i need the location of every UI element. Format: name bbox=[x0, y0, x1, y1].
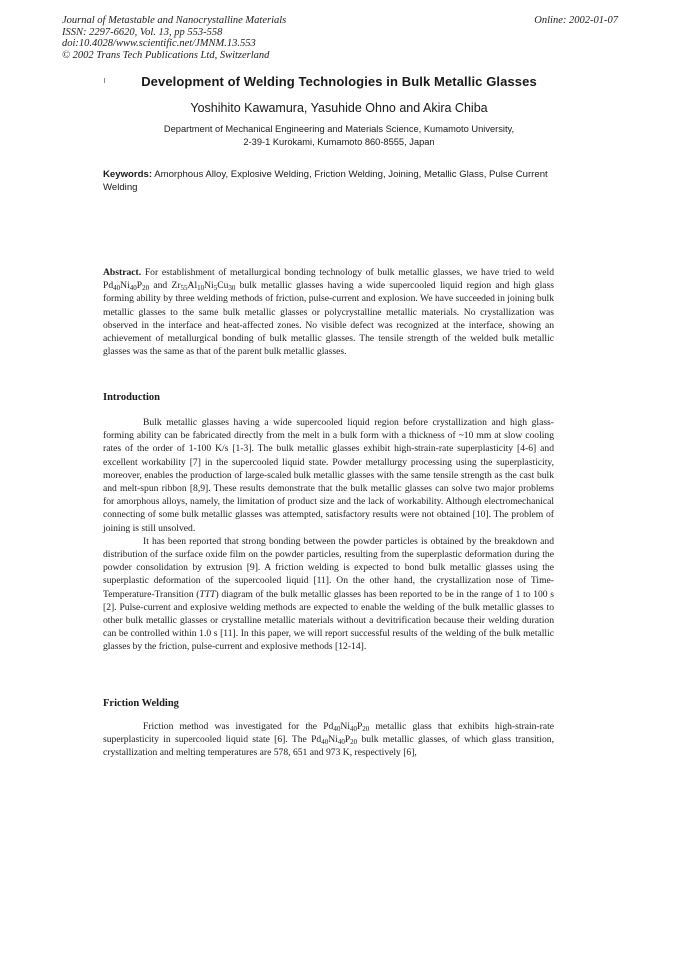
introduction-paragraph-1: Bulk metallic glasses having a wide supercooled liquid region before crystallization and high glass-forming ability can be fabricated directly from the melt in a bulk form with a thickness of ~10 mm at slow cooling rates of the order of 1-100 K/s [1-3]. The bulk metallic glasses exhibit high-strain-rate superplasticity [4-6] and excellent workability [7] in the supercooled liquid state. Powder metallurgy processing using the superplasticity, moreover, enables the production of large-scaled bulk metallic glasses with the same tensile strength as the cast bulk and melt-spun ribbon [8,9]. These results demonstrate that the bulk metallic glasses can solve two major problems for amorphous alloys, namely, the limitation of product size and the lack of workability. Although electromechanical connecting of some bulk metallic glasses was attempted, satisfactory results were not obtained [10]. The problem of joining is still unsolved. bbox=[103, 417, 554, 534]
paper-authors: Yoshihito Kawamura, Yasuhide Ohno and Akira Chiba bbox=[190, 101, 488, 115]
journal-issn: ISSN: 2297-6620, Vol. 13, pp 553-558 bbox=[62, 26, 223, 38]
affiliation bbox=[0, 123, 678, 148]
keywords-text: Amorphous Alloy, Explosive Welding, Friction Welding, Joining, Metallic Glass, Pulse Current Welding bbox=[103, 169, 548, 193]
journal-name: Journal of Metastable and Nanocrystalline Materials bbox=[62, 15, 287, 26]
affiliation-line-2: 2-39-1 Kurokami, Kumamoto 860-8555, Japan bbox=[243, 136, 435, 147]
friction-welding-body bbox=[103, 720, 554, 760]
friction-welding-heading: Friction Welding bbox=[103, 698, 179, 709]
keywords-label: Keywords: bbox=[103, 169, 153, 180]
alloy-formula-zr: $Zr_{55}Al_{10}Ni_5Cu_{30}$ bbox=[171, 280, 236, 293]
abstract-label: Abstract. bbox=[103, 267, 142, 278]
alloy-formula-pd-2: $Pd_{40}Ni_{40}P_{20}$ bbox=[323, 721, 370, 733]
abstract-text-2: and bbox=[149, 280, 172, 292]
journal-copyright: © 2002 Trans Tech Publications Ltd, Switzerland bbox=[62, 49, 270, 61]
abstract bbox=[103, 266, 554, 358]
online-date: Online: 2002-01-07 bbox=[534, 15, 618, 26]
journal-header bbox=[62, 15, 286, 61]
introduction-body bbox=[103, 416, 554, 654]
keywords bbox=[103, 168, 553, 194]
abstract-text-1: For establishment of metallurgical bonding technology of bulk metallic glasses, we have tried to weld bbox=[141, 267, 554, 278]
introduction-heading: Introduction bbox=[103, 392, 160, 403]
affiliation-line-1: Department of Mechanical Engineering and Materials Science, Kumamoto University, bbox=[163, 124, 515, 134]
abstract-text-3: bulk metallic glasses having a wide supercooled liquid region and high glass forming ability by three welding methods of friction, pulse-current and explosion. We have succeeded in joining bulk metallic glasses to the same bulk metallic glasses or polycrystalline metallic materials. No crystallization was observed in the interface and heat-affected zones. No visible defect was recognized at the interface, showing an achievement of metallurgical bonding of bulk metallic glasses. The tensile strength of the welded bulk metallic glasses was the same as that of the parent bulk metallic glasses. bbox=[103, 280, 554, 358]
paper-title: Development of Welding Technologies in Bulk Metallic Glasses bbox=[141, 74, 537, 89]
alloy-formula-pd: $Pd_{40}Ni_{40}P_{20}$ bbox=[103, 280, 150, 293]
friction-paragraph-1: Friction method was investigated for the $Pd_{40}Ni_{40}P_{20}$ metallic glass that exhibits high-strain-rate superplasticity in supercooled liquid state [6]. The $Pd_{40}Ni_{40}P_{20}$ bulk metallic glasses, of which glass transition, crystallization and melting temperatures are 578, 651 and 973 K, respectively [6], bbox=[103, 721, 555, 759]
journal-doi[interactable]: doi:10.4028/www.scientific.net/JMNM.13.553 bbox=[62, 38, 256, 49]
introduction-paragraph-2: It has been reported that strong bonding between the powder particles is obtained by the breakdown and distribution of the surface oxide film on the powder particles, resulting from the superplastic deformation during the powder consolidation by extrusion [9]. A friction welding is expected to bond bulk metallic glasses using the superplastic deformation of the supercooled liquid [11]. On the other hand, the crystallization nose of Time-Temperature-Transition (TTT) diagram of the bulk metallic glasses has been reported to be in the range of 1 to 100 s [2]. Pulse-current and explosive welding methods are expected to enable the welding of the bulk metallic glasses to other bulk metallic glasses or crystalline metallic materials without a devitrification because their welding duration can be controlled within 1.0 s [11]. In this paper, we will report successful results of the welding of the bulk metallic glasses by the friction, pulse-current and explosive methods [12-14]. bbox=[103, 535, 554, 653]
alloy-formula-pd-3: $Pd_{40}Ni_{40}P_{20}$ bbox=[311, 734, 358, 747]
